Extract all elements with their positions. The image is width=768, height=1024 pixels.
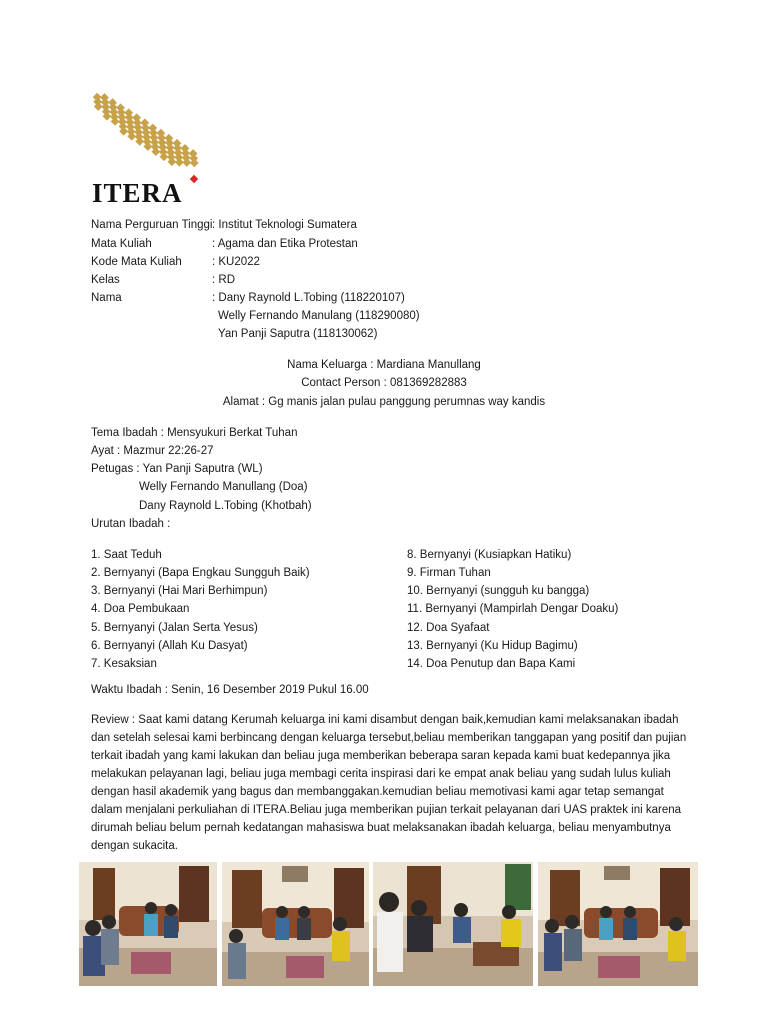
- photo-4: [538, 862, 698, 986]
- header-label-kode: Kode Mata Kuliah: [91, 256, 182, 268]
- urutan-item: 3. Bernyanyi (Hai Mari Berhimpun): [91, 585, 268, 597]
- waktu-ibadah: Waktu Ibadah : Senin, 16 Desember 2019 Pukul 16.00: [91, 684, 369, 696]
- header-value-nama-3: Yan Panji Saputra (118130062): [218, 328, 378, 340]
- urutan-title: Urutan Ibadah :: [91, 518, 171, 530]
- urutan-item: 9. Firman Tuhan: [407, 567, 491, 579]
- photo-3-image: [373, 862, 533, 986]
- header-label-matakuliah: Mata Kuliah: [91, 238, 152, 250]
- urutan-item: 5. Bernyanyi (Jalan Serta Yesus): [91, 622, 258, 634]
- itera-logo-text: ITERA: [92, 178, 183, 208]
- photo-3: [373, 862, 533, 986]
- petugas-3: Dany Raynold L.Tobing (Khotbah): [139, 500, 312, 512]
- family-name: Nama Keluarga : Mardiana Manullang: [287, 359, 481, 371]
- urutan-item: 10. Bernyanyi (sungguh ku bangga): [407, 585, 590, 597]
- header-label-kelas: Kelas: [91, 274, 120, 286]
- header-value-perguruan: : Institut Teknologi Sumatera: [212, 219, 357, 231]
- header-value-nama-1: : Dany Raynold L.Tobing (118220107): [212, 292, 405, 304]
- photo-4-image: [538, 862, 698, 986]
- urutan-item: 7. Kesaksian: [91, 658, 157, 670]
- family-contact: Contact Person : 081369282883: [301, 377, 467, 389]
- petugas-2: Welly Fernando Manullang (Doa): [139, 481, 308, 493]
- urutan-item: 4. Doa Pembukaan: [91, 603, 190, 615]
- urutan-item: 8. Bernyanyi (Kusiapkan Hatiku): [407, 549, 572, 561]
- header-value-nama-2: Welly Fernando Manulang (118290080): [218, 310, 420, 322]
- photo-1-image: [79, 862, 217, 986]
- header-label-perguruan: Nama Perguruan Tinggi: [91, 219, 213, 231]
- ayat: Ayat : Mazmur 22:26-27: [91, 445, 214, 457]
- family-address: Alamat : Gg manis jalan pulau panggung perumnas way kandis: [222, 396, 546, 408]
- header-value-kelas: : RD: [212, 274, 235, 286]
- review-paragraph: Review : Saat kami datang Kerumah keluarga ini kami disambut dengan baik,kemudian kami melaksanakan ibadah dan setelah selesai kami berbincang dengan keluarga tersebut,beliau memberikan tanggapan yang positif dan pujian terkait ibadah yang kami lakukan dan beliau juga memberikan beberapa saran kepada kami buat kedepannya jika melakukan pelayanan lagi, beliau juga membagi cerita inspirasi dari ke empat anak beliau yang sudah lulus kuliah dengan hasil akademik yang bagus dan membanggakan.kemudian beliau memotivasi kami agar tetap semangat dalam menjalani perkuliahan di ITERA.Beliau juga memberikan pujian terkait pelayanan dari UAS praktek ini karena dirumah beliau belum pernah kedatangan mahasiswa buat melaksanakan ibadah keluarga, beliau menyambutnya dengan sukacita.: [91, 714, 687, 852]
- logo-red-dot: [190, 175, 198, 183]
- tema-ibadah: Tema Ibadah : Mensyukuri Berkat Tuhan: [91, 427, 298, 439]
- urutan-item: 13. Bernyanyi (Ku Hidup Bagimu): [407, 640, 578, 652]
- photo-2: [222, 862, 369, 986]
- urutan-item: 1. Saat Teduh: [91, 549, 162, 561]
- urutan-item: 2. Bernyanyi (Bapa Engkau Sungguh Baik): [91, 567, 310, 579]
- urutan-item: 6. Bernyanyi (Allah Ku Dasyat): [91, 640, 248, 652]
- photo-2-image: [222, 862, 369, 986]
- urutan-item: 12. Doa Syafaat: [407, 622, 490, 634]
- header-label-nama: Nama: [91, 292, 122, 304]
- header-value-matakuliah: : Agama dan Etika Protestan: [212, 238, 358, 250]
- header-value-kode: : KU2022: [212, 256, 260, 268]
- itera-logo-mark: [90, 92, 202, 184]
- urutan-item: 14. Doa Penutup dan Bapa Kami: [407, 658, 576, 670]
- petugas-1: Petugas : Yan Panji Saputra (WL): [91, 463, 263, 475]
- photo-1: [79, 862, 217, 986]
- urutan-item: 11. Bernyanyi (Mampirlah Dengar Doaku): [407, 603, 619, 615]
